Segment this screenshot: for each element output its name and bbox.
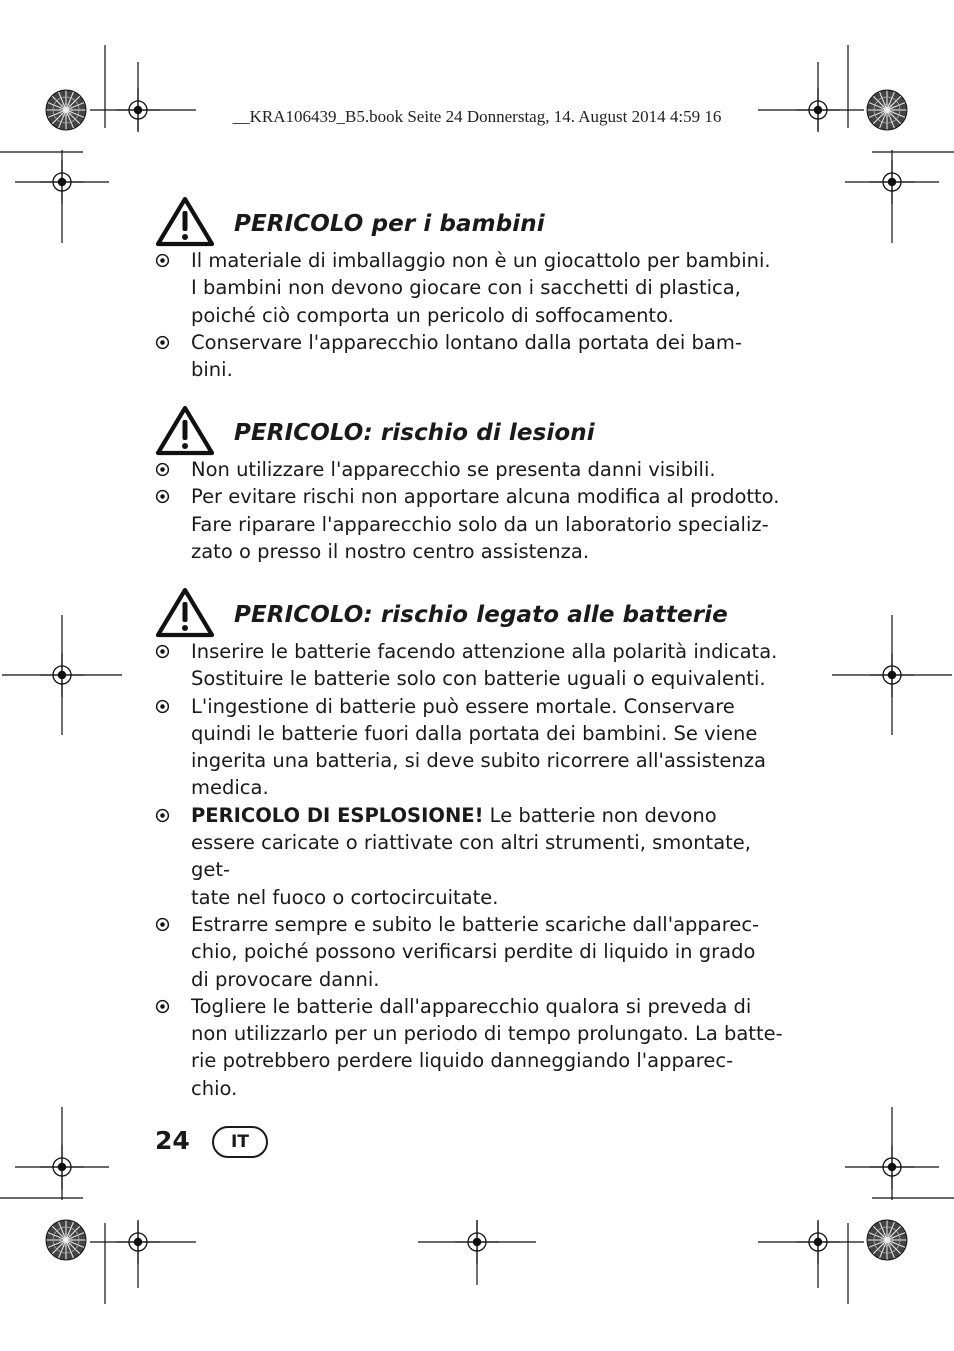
section-heading (155, 195, 795, 247)
item-text: Conservare l'apparecchio lontano dalla portata dei bam- bini. (191, 330, 742, 382)
list-item (155, 456, 795, 483)
target-bullet-icon (155, 489, 170, 504)
item-text (191, 804, 751, 909)
section-children-danger (155, 195, 795, 383)
target-bullet-icon (155, 699, 170, 714)
section-heading (155, 586, 795, 638)
section-heading (155, 404, 795, 456)
list-item (155, 329, 795, 384)
item-text: Inserire le batterie facendo attenzione alla polarità indicata. Sostituire le batterie solo con batterie uguali o equivalenti. (191, 640, 778, 691)
item-list (155, 247, 795, 383)
language-badge: IT (212, 1126, 268, 1158)
list-item (155, 483, 795, 565)
target-bullet-icon (155, 253, 170, 268)
warning-triangle-icon (155, 404, 215, 456)
section-title: PERICOLO: rischio legato alle batterie (234, 602, 728, 628)
section-injury-danger (155, 404, 795, 565)
target-bullet-icon (155, 335, 170, 350)
item-text: Togliere le batterie dall'apparecchio qualora si preveda di non utilizzarlo per un periodo di tempo prolungato. La batte- rie potrebbero perdere liquido danneggiando l'apparec- chio. (191, 994, 783, 1100)
page-number: 24 (155, 1126, 190, 1155)
list-item (155, 993, 795, 1102)
item-list (155, 638, 795, 1102)
list-item (155, 247, 795, 329)
section-battery-danger (155, 586, 795, 1102)
target-bullet-icon (155, 999, 170, 1014)
list-item (155, 693, 795, 802)
item-text: Il materiale di imballaggio non è un giocattolo per bambini. I bambini non devono giocare con i sacchetti di plastica, poiché ciò comporta un pericolo di soffocamento. (191, 249, 771, 327)
list-item (155, 638, 795, 693)
item-text: Non utilizzare l'apparecchio se presenta danni visibili. (191, 458, 716, 481)
warning-triangle-icon (155, 586, 215, 638)
item-text: L'ingestione di batterie può essere mortale. Conservare quindi le batterie fuori dalla portata dei bambini. Se viene ingerita una batteria, si deve subito ricorrere all'assistenza medica. (191, 694, 766, 800)
explosion-warning-label: PERICOLO DI ESPLOSIONE! (191, 803, 484, 827)
target-bullet-icon (155, 917, 170, 932)
list-item (155, 802, 795, 911)
warning-triangle-icon (155, 195, 215, 247)
list-item (155, 911, 795, 993)
target-bullet-icon (155, 462, 170, 477)
print-header: __KRA106439_B5.book Seite 24 Donnerstag, 14. August 2014 4:59 16 (232, 107, 722, 126)
target-bullet-icon (155, 808, 170, 823)
item-text-rest: Le batterie non devono essere caricate o riattivate con altri strumenti, smontate, get- tate nel fuoco o cortocircuitate. (191, 803, 751, 909)
section-title: PERICOLO per i bambini (234, 211, 545, 237)
section-title: PERICOLO: rischio di lesioni (234, 420, 595, 446)
item-text: Per evitare rischi non apportare alcuna modifica al prodotto. Fare riparare l'apparecchio solo da un laboratorio specializ- zato o presso il nostro centro assistenza. (191, 485, 780, 563)
target-bullet-icon (155, 644, 170, 659)
item-list (155, 456, 795, 565)
item-text: Estrarre sempre e subito le batterie scariche dall'apparec- chio, poiché possono verificarsi perdite di liquido in grado di provocare danni. (191, 912, 760, 991)
